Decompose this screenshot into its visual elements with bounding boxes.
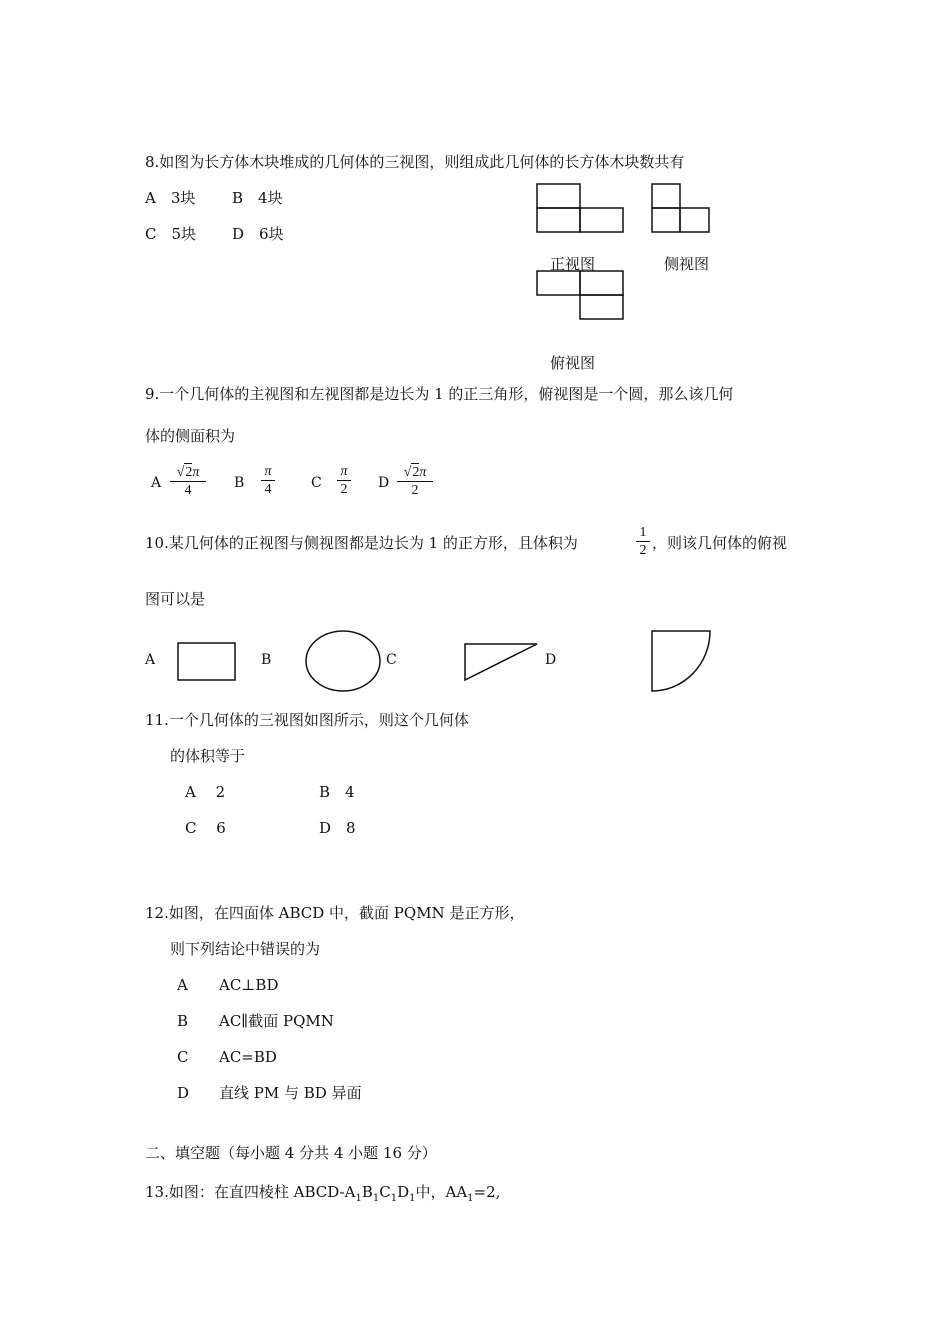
top-view-label: 俯视图 [550, 354, 596, 372]
q12-option-a-text: AC⊥BD [219, 976, 279, 994]
q10-letter-a: A [145, 652, 156, 668]
q9-letter-b: B [234, 475, 245, 491]
q11-option-a: A 2 [185, 783, 226, 801]
q12-option-d-letter: D [177, 1084, 190, 1102]
q9-letter-d: D [378, 475, 390, 491]
q10-stem-after: ，则该几何体的俯视 [652, 534, 788, 552]
q10-stem-line2: 图可以是 [145, 590, 206, 608]
q10-letter-d: D [545, 652, 557, 668]
q13-stem: 13.如图：在直四棱柱 ABCD-$A_1B_1C_1D_1$中，$AA_1=2$, [145, 1183, 501, 1204]
q12-option-c-letter: C [177, 1048, 189, 1066]
q10-letter-b: B [261, 652, 272, 668]
option-a-rectangle [178, 643, 235, 680]
q9-stem-line2: 体的侧面积为 [145, 427, 236, 445]
q12-option-d-text: 直线 PM 与 BD 异面 [219, 1084, 362, 1102]
side-view-label: 侧视图 [664, 255, 710, 273]
q10-stem-before: 10.某几何体的正视图与侧视图都是边长为 1 的正方形，且体积为 [145, 534, 578, 552]
q9-letter-a: A [151, 475, 162, 491]
q11-option-b: B 4 [319, 783, 355, 801]
q9-letter-c: C [311, 475, 322, 491]
q10-letter-c: C [386, 652, 397, 668]
q11-option-c: C 6 [185, 819, 226, 837]
option-c-triangle [465, 644, 537, 680]
q12-option-b-text: AC∥截面 PQMN [219, 1012, 334, 1030]
q11-stem-line1: 11.一个几何体的三视图如图所示，则这个几何体 [145, 711, 469, 729]
q8-option-c: C 5块 [145, 225, 197, 243]
q12-stem-line2: 则下列结论中错误的为 [170, 940, 321, 958]
section-heading-fill-in: 二、填空题（每小题 4 分共 4 小题 16 分） [145, 1144, 437, 1162]
q9-stem-line1: 9.一个几何体的主视图和左视图都是边长为 1 的正三角形，俯视图是一个圆，那么该几何 [145, 385, 734, 403]
option-b-circle [306, 631, 380, 691]
q11-stem-line2: 的体积等于 [170, 747, 246, 765]
q9-option-b-fraction: $\frac{\pi}{4}$ [261, 463, 275, 498]
q9-option-d-fraction: $\frac{√2\pi}{2}$ [397, 463, 433, 499]
q8-option-b: B 4块 [232, 189, 283, 207]
q12-option-a-letter: A [177, 976, 188, 994]
q9-option-a-fraction: $\frac{√2\pi}{4}$ [170, 463, 206, 499]
q12-option-c-text: AC=BD [219, 1048, 277, 1066]
q9-option-c-fraction: $\frac{\pi}{2}$ [337, 463, 351, 498]
front-view-label: 正视图 [550, 255, 596, 273]
q12-option-b-letter: B [177, 1012, 189, 1030]
q11-option-d: D 8 [319, 819, 356, 837]
q10-volume-fraction: $\frac{1}{2}$ [636, 524, 650, 559]
q8-option-a: A 3块 [145, 189, 196, 207]
q8-stem: 8.如图为长方体木块堆成的几何体的三视图，则组成此几何体的长方体木块数共有 [145, 153, 685, 171]
option-d-quarter-circle [652, 631, 710, 691]
q12-stem-line1: 12.如图，在四面体 ABCD 中，截面 PQMN 是正方形， [145, 904, 525, 922]
q8-option-d: D 6块 [232, 225, 284, 243]
